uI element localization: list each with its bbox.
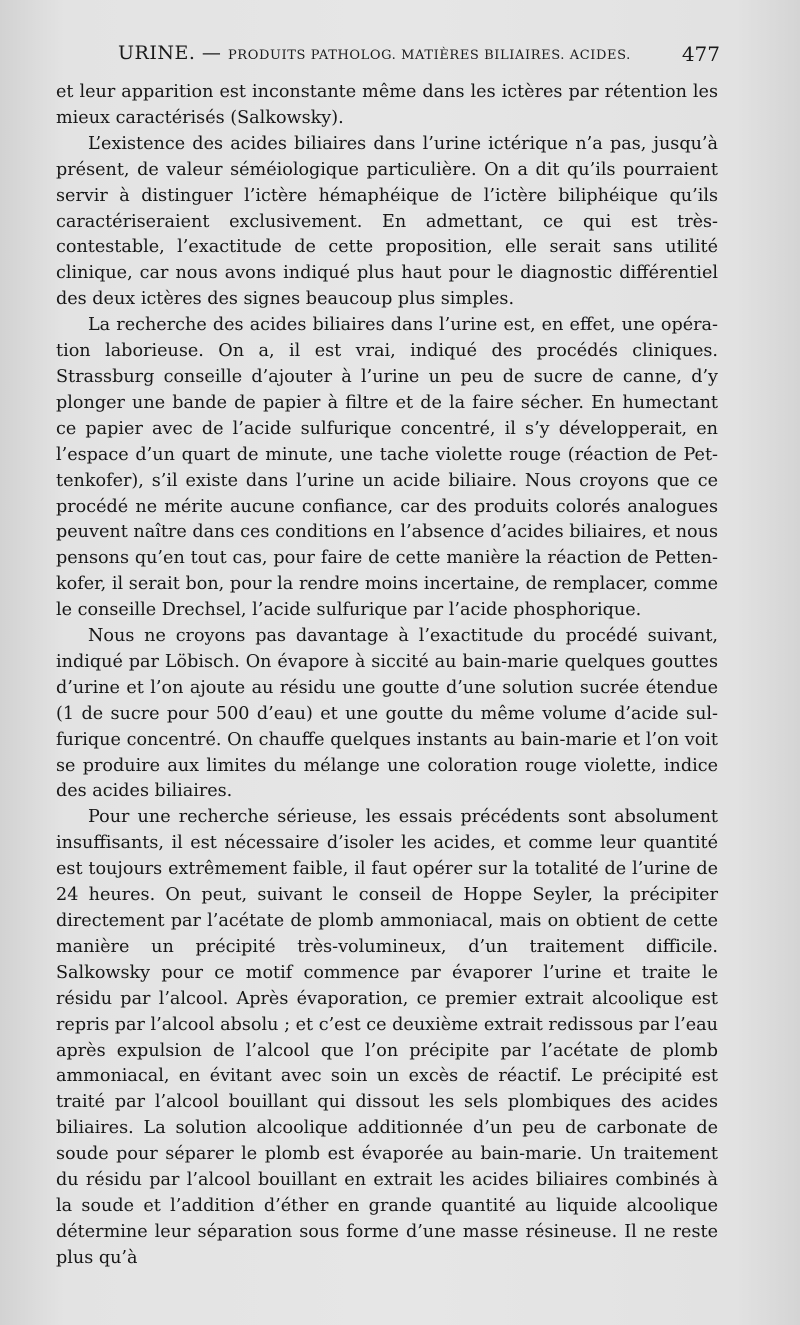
paragraph-2: L’existence des acides biliaires dans l’urine ictérique n’a pas, jusqu’à présent, de valeur séméiologique particulière. On a dit qu’ils pourraient servir à distinguer l’ictère hémaphéique de l’ictère biliphéique qu’ils caractériseraient exclusivement. En admettant, ce qui est très-contestable, l’exactitude de cette proposition, elle serait sans utilité clinique, car nous avons indiqué plus haut pour le diagnostic différentiel des deux ictères des signes beaucoup plus simples. <box>56 133 718 310</box>
paragraph-3: La recherche des acides biliaires dans l’urine est, en effet, une opération laborieuse. On a, il est vrai, indiqué des procédés cliniques. Strassburg conseille d’ajouter à l’urine un peu de sucre de canne, d’y plonger une bande de papier à filtre et de la faire sécher. En humectant ce papier avec de l’acide sulfurique concentré, il s’y développerait, en l’espace d’un quart de minute, une tache violette rouge (réaction de Pettenkofer), s’il existe dans l’urine un acide biliaire. Nous croyons que ce procédé ne mérite aucune confiance, car des produits colorés analogues peuvent naître dans ces conditions en l’absence d’acides biliaires, et nous pensons qu’en tout cas, pour faire de cette manière la réaction de Pettenkofer, il serait bon, pour la rendre moins incertaine, de remplacer, comme le conseille Drechsel, l’acide sulfurique par l’acide phosphorique. <box>56 315 718 621</box>
body-text <box>56 80 718 1272</box>
paragraph-4: Nous ne croyons pas davantage à l’exactitude du procédé suivant, indiqué par Löbisch. On évapore à siccité au bain-marie quelques gouttes d’urine et l’on ajoute au résidu une goutte d’une solution sucrée étendue (1 de sucre pour 500 d’eau) et une goutte du même volume d’acide sulfurique concentré. On chauffe quelques instants au bain-marie et l’on voit se produire aux limites du mélange une coloration rouge violette, indice des acides biliaires. <box>56 626 718 802</box>
page-number: 477 <box>681 42 720 66</box>
section-title: URINE. — <box>118 42 222 64</box>
subject-title: PRODUITS PATHOLOG. MATIÈRES BILIAIRES. ACIDES. <box>227 48 631 63</box>
paragraph-1: et leur apparition est inconstante même dans les ictères par rétention les mieux caractérisés (Salkowsky). <box>56 82 718 128</box>
paragraph-5: Pour une recherche sérieuse, les essais précédents sont absolument insuffisants, il est nécessaire d’isoler les acides, et comme leur quantité est toujours extrêmement faible, il faut opérer sur la totalité de l’urine de 24 heures. On peut, suivant le conseil de Hoppe Seyler, la précipiter directement par l’acétate de plomb ammoniacal, mais on obtient de cette manière un précipité très-volumineux, d’un traitement difficile. Salkowsky pour ce motif commence par évaporer l’urine et traite le résidu par l’alcool. Après évaporation, ce premier extrait alcoolique est repris par l’alcool absolu ; et c’est ce deuxième extrait redissous par l’eau après expulsion de l’alcool que l’on précipite par l’acétate de plomb ammoniacal, en évitant avec soin un excès de réactif. Le précipité est traité par l’alcool bouillant qui dissout les sels plombiques des acides biliaires. La solution alcoolique additionnée d’un peu de carbonate de soude pour séparer le plomb est évaporée au bain-marie. Un traitement du résidu par l’alcool bouillant en extrait les acides biliaires combinés à la soude et l’addition d’éther en grande quantité au liquide alcoolique détermine leur séparation sous forme d’une masse résineuse. Il ne reste plus qu’à <box>56 807 718 1268</box>
running-header <box>118 42 720 72</box>
running-title <box>118 42 631 64</box>
